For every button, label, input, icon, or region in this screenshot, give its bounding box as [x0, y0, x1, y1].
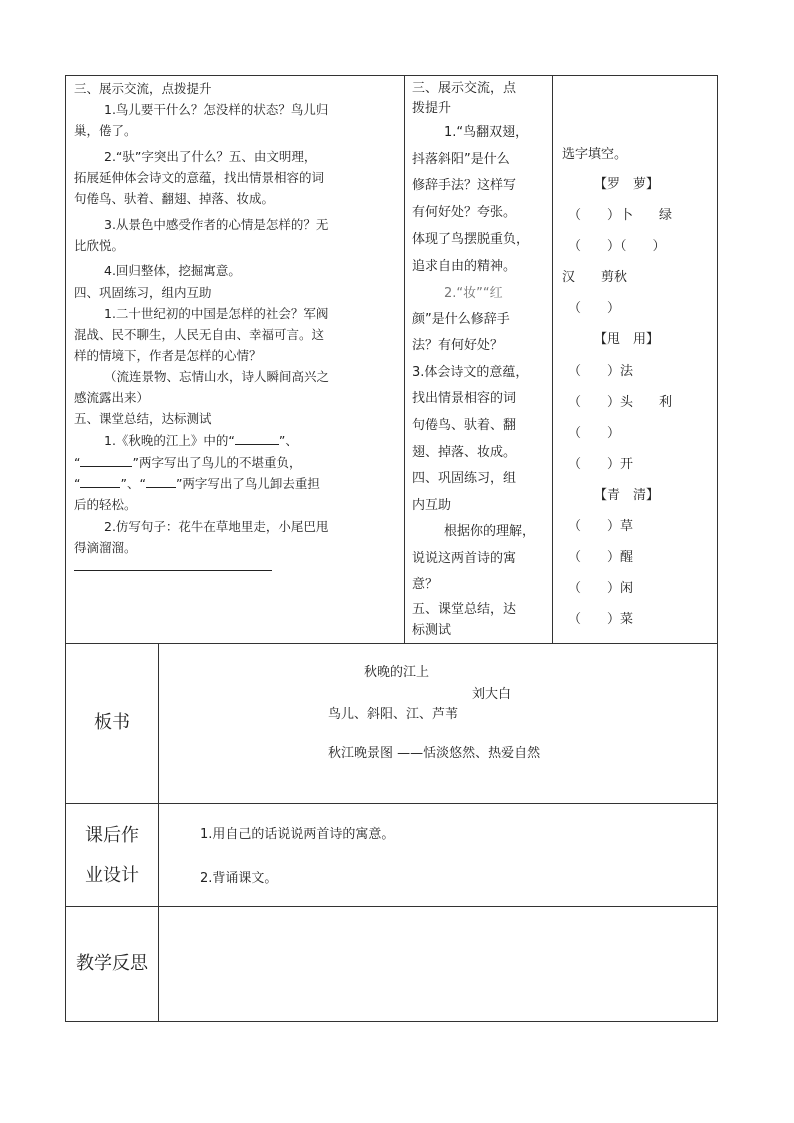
exercise-line: 汉 剪秋 — [562, 270, 628, 285]
col2-line: 修辞手法？这样写 — [412, 178, 517, 193]
exercise-line: （ ）草 — [568, 519, 634, 534]
col2-line: 说说这两首诗的寓 — [412, 551, 517, 566]
col2-line: 体现了鸟摆脱重负， — [412, 232, 530, 247]
exercise-line: （ ）菜 — [568, 612, 634, 627]
exercise-line: （ ） — [568, 301, 621, 316]
fill-blank[interactable] — [235, 430, 279, 445]
exercise-line: （ ）（ ） — [568, 239, 666, 254]
fill-blank[interactable] — [146, 473, 176, 488]
col1-line: 三、展示交流，点拨提升 — [74, 81, 212, 96]
col-divider-2 — [552, 75, 553, 644]
col1-line: 1.二十世纪初的中国是怎样的社会？军阀 — [104, 306, 329, 321]
col1-line: 3.从景色中感受作者的心情是怎样的？无 — [104, 217, 329, 232]
col1-line: 1.鸟儿要干什么？怎没样的状态？鸟儿归 — [104, 102, 329, 117]
col2-line: 2.“妆”“红 — [444, 286, 503, 301]
col1-line: 五、课堂总结，达标测试 — [74, 411, 212, 426]
col1-line: 混战、民不聊生，人民无自由、幸福可言。这 — [74, 327, 325, 342]
col2-line: 1.“鸟翻双翅， — [444, 125, 529, 140]
exercise-line: （ ）开 — [568, 457, 634, 472]
col2-line: 标测试 — [412, 623, 452, 638]
board-keywords: 鸟儿、斜阳、江、芦苇 — [328, 707, 459, 722]
col1-line: 4.回归整体，挖掘寓意。 — [104, 263, 241, 278]
col2-line: 法？有何好处？ — [412, 338, 504, 353]
row-divider-2 — [65, 803, 718, 804]
char-group-heading: 【甩 用】 — [594, 332, 660, 347]
col1-line: 句倦鸟、驮着、翻翅、掉落、妆成。 — [74, 191, 275, 206]
fill-blank[interactable] — [80, 473, 120, 488]
exercise-line: （ ）醒 — [568, 550, 634, 565]
col2-line: 找出情景相容的词 — [412, 391, 517, 406]
col2-line: 抖落斜阳”是什么 — [412, 152, 510, 167]
col2-line: 句倦鸟、驮着、翻 — [412, 418, 517, 433]
fill-line-2: “ ”两字写出了鸟儿的不堪重负， — [74, 450, 301, 476]
exercise-line: （ ）头 利 — [568, 395, 673, 410]
fill-line-1: 1.《秋晚的江上》中的“ ”、 — [104, 428, 298, 454]
col2-line: 四、巩固练习，组 — [412, 471, 517, 486]
col1-line: 后的轻松。 — [74, 497, 137, 512]
homework-item: 2.背诵课文。 — [200, 871, 278, 886]
homework-label-line2: 业设计 — [85, 865, 139, 886]
col1-line: 2.仿写句子：花牛在草地里走，小尾巴甩 — [104, 519, 329, 534]
char-group-heading: 【罗 萝】 — [594, 177, 660, 192]
col2-line: 五、课堂总结，达 — [412, 602, 517, 617]
col1-line: 拓展延伸体会诗文的意蕴，找出情景相容的词 — [74, 170, 325, 185]
board-theme: 秋江晚景图 ——恬淡悠然、热爱自然 — [328, 746, 541, 761]
row-divider-1 — [65, 643, 718, 644]
board-title: 秋晚的江上 — [364, 665, 430, 680]
col1-line: （流连景物、忘情山水，诗人瞬间高兴之 — [104, 369, 330, 384]
reflection-content-area[interactable] — [159, 907, 717, 1021]
exercise-line: （ ）闲 — [568, 581, 634, 596]
board-label: 板书 — [94, 712, 130, 733]
col-divider-1 — [404, 75, 405, 644]
board-author: 刘大白 — [472, 687, 512, 702]
col2-line: 拨提升 — [412, 101, 452, 116]
fill-line-3: “ ”、“ ”两字写出了鸟儿卸去重担 — [74, 471, 320, 497]
col1-line: 样的情境下，作者是怎样的心情？ — [74, 348, 262, 363]
reflection-label: 教学反思 — [76, 953, 148, 974]
col2-line: 追求自由的精神。 — [412, 259, 517, 274]
col1-line: 巢，倦了。 — [74, 123, 137, 138]
exercise-heading: 选字填空。 — [562, 147, 628, 162]
homework-item: 1.用自己的话说说两首诗的寓意。 — [200, 827, 395, 842]
col2-line: 翅、掉落、妆成。 — [412, 445, 517, 460]
char-group-heading: 【青 清】 — [594, 488, 660, 503]
col1-line: 得滴溜溜。 — [74, 540, 137, 555]
exercise-line: （ ）卜 绿 — [568, 208, 673, 223]
col2-line: 根据你的理解， — [444, 524, 536, 539]
col2-line: 颜”是什么修辞手 — [412, 312, 510, 327]
col2-line: 内互助 — [412, 498, 452, 513]
col1-line: 比欣悦。 — [74, 238, 125, 253]
col2-line: 3.体会诗文的意蕴， — [412, 365, 529, 380]
col1-line: 四、巩固练习，组内互助 — [74, 285, 212, 300]
fill-blank[interactable] — [80, 452, 132, 467]
col2-line: 有何好处？夸张。 — [412, 205, 517, 220]
col1-line: 2.“驮”字突出了什么？五、由文明理， — [104, 149, 317, 164]
homework-label-line1: 课后作 — [85, 825, 139, 846]
answer-underline[interactable] — [74, 570, 272, 571]
col2-line: 意？ — [412, 577, 439, 592]
col2-line: 三、展示交流，点 — [412, 81, 517, 96]
exercise-line: （ ）法 — [568, 364, 634, 379]
col1-line: 感流露出来） — [74, 390, 150, 405]
exercise-line: （ ） — [568, 426, 621, 441]
